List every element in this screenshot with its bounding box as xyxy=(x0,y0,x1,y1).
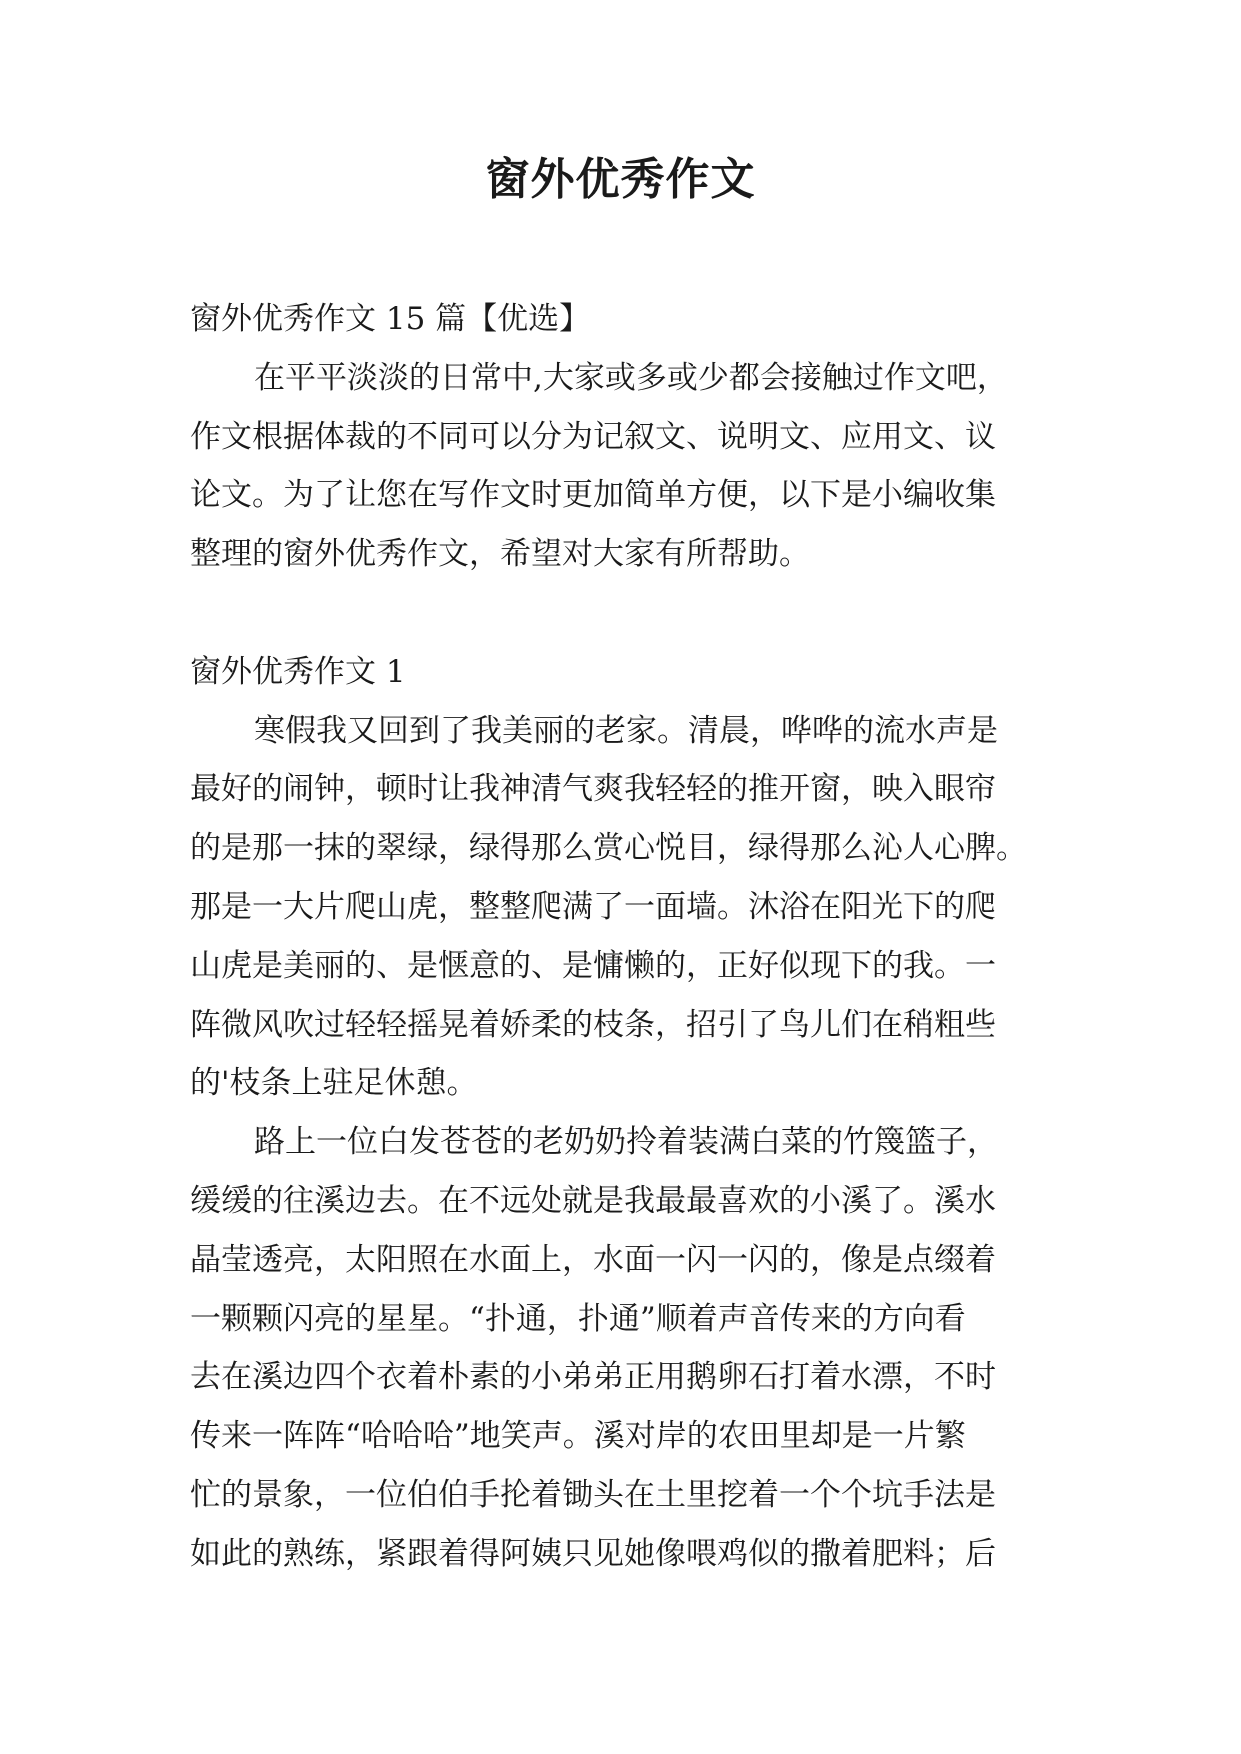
paragraph-line: 最好的闹钟，顿时让我神清气爽我轻轻的推开窗，映入眼帘 xyxy=(190,771,996,808)
document-body xyxy=(190,290,1050,1584)
paragraph-line: 去在溪边四个衣着朴素的小弟弟正用鹅卵石打着水漂，不时 xyxy=(190,1359,996,1396)
section-heading: 窗外优秀作文 1 xyxy=(190,653,406,690)
paragraph-line: 路上一位白发苍苍的老奶奶拎着装满白菜的竹篾篮子， xyxy=(254,1124,998,1161)
paragraph-line: 传来一阵阵“哈哈哈”地笑声。溪对岸的农田里却是一片繁 xyxy=(190,1418,966,1455)
paragraph-gap xyxy=(190,584,1050,643)
paragraph-line: 阵微风吹过轻轻摇晃着娇柔的枝条，招引了鸟儿们在稍粗些 xyxy=(190,1006,996,1043)
section-1-paragraph-1 xyxy=(190,702,1050,1114)
paragraph-line: 在平平淡淡的日常中,大家或多或少都会接触过作文吧， xyxy=(254,359,1008,396)
paragraph-line: 的'枝条上驻足休憩。 xyxy=(190,1065,478,1102)
paragraph-line: 整理的窗外优秀作文，希望对大家有所帮助。 xyxy=(190,536,810,573)
paragraph-line: 忙的景象，一位伯伯手抡着锄头在土里挖着一个个坑手法是 xyxy=(190,1476,996,1513)
document-title: 窗外优秀作文 xyxy=(485,154,756,205)
paragraph-line: 寒假我又回到了我美丽的老家。清晨，哗哗的流水声是 xyxy=(254,712,998,749)
paragraph-line: 山虎是美丽的、是惬意的、是慵懒的，正好似现下的我。一 xyxy=(190,947,996,984)
paragraph-line: 论文。为了让您在写作文时更加简单方便，以下是小编收集 xyxy=(190,477,996,514)
paragraph-line: 一颗颗闪亮的星星。“扑通，扑通”顺着声音传来的方向看 xyxy=(190,1300,966,1337)
document-subtitle: 窗外优秀作文 15 篇【优选】 xyxy=(190,301,591,337)
paragraph-line: 的是那一抹的翠绿，绿得那么赏心悦目，绿得那么沁人心脾。 xyxy=(190,830,1027,867)
intro-paragraph xyxy=(190,349,1050,584)
paragraph-line: 如此的熟练，紧跟着得阿姨只见她像喂鸡似的撒着肥料；后 xyxy=(190,1535,996,1572)
paragraph-line: 晶莹透亮，太阳照在水面上，水面一闪一闪的，像是点缀着 xyxy=(190,1241,996,1278)
paragraph-line: 那是一大片爬山虎，整整爬满了一面墙。沐浴在阳光下的爬 xyxy=(190,888,996,925)
paragraph-line: 缓缓的往溪边去。在不远处就是我最最喜欢的小溪了。溪水 xyxy=(190,1182,996,1219)
paragraph-line: 作文根据体裁的不同可以分为记叙文、说明文、应用文、议 xyxy=(190,418,996,455)
section-1-paragraph-2 xyxy=(190,1113,1050,1583)
